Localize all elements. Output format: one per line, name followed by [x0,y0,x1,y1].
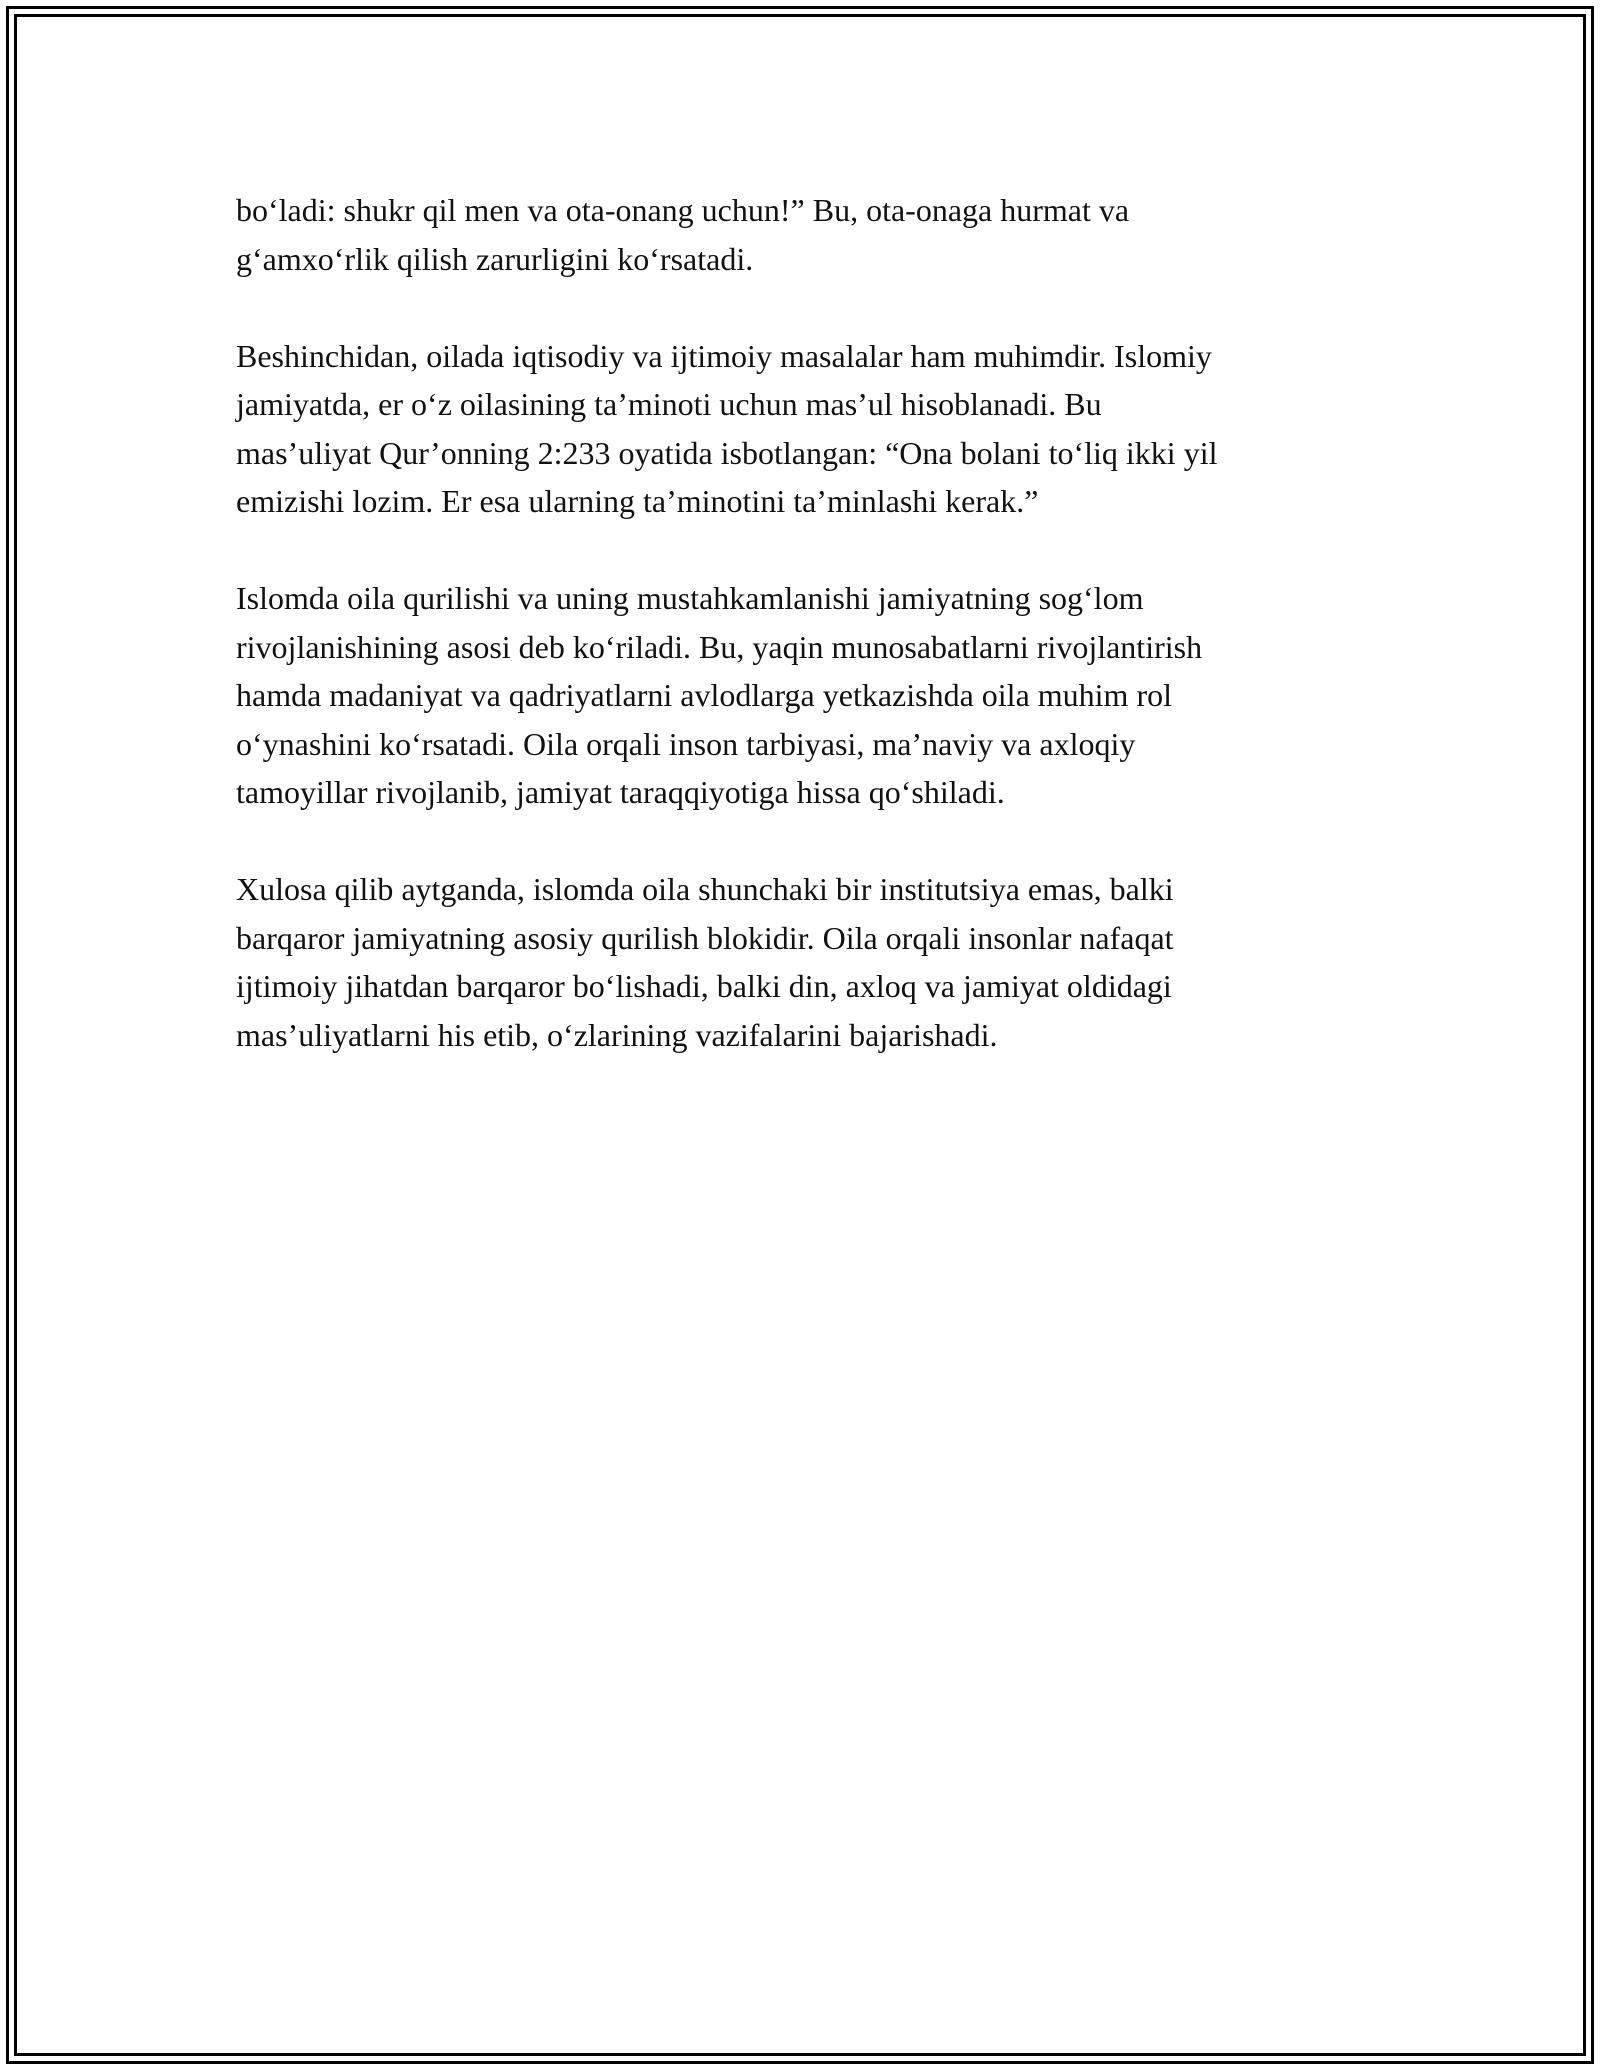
text-line: jamiyatda, er o‘z oilasining ta’minoti uchun mas’ul hisoblanadi. Bu [236,386,1102,422]
text-line: o‘ynashini ko‘rsatadi. Oila orqali inson tarbiyasi, ma’naviy va axloqiy [236,725,1136,762]
text-line: tamoyillar rivojlanib, jamiyat taraqqiyotiga hissa qo‘shiladi. [236,774,1005,810]
text-line: Beshinchidan, oilada iqtisodiy va ijtimoiy masalalar ham muhimdir. Islomiy [236,337,1212,374]
document-body [236,186,1396,1108]
text-line: mas’uliyatlarni his etib, o‘zlarining vazifalarini bajarishadi. [236,1016,998,1053]
paragraph-4 [236,865,1396,1059]
text-line: Xulosa qilib aytganda, islomda oila shunchaki bir institutsiya emas, balki [236,871,1174,907]
text-line: barqaror jamiyatning asosiy qurilish blokidir. Oila orqali insonlar nafaqat [236,919,1174,956]
text-line: g‘amxo‘rlik qilish zarurligini ko‘rsatadi. [236,240,754,277]
text-line: rivojlanishining asosi deb ko‘riladi. Bu, yaqin munosabatlarni rivojlantirish [236,628,1203,665]
text-line: bo‘ladi: shukr qil men va ota-onang uchun!” Bu, ota-onaga hurmat va [236,192,1130,228]
paragraph-2 [236,332,1396,526]
paragraph-3 [236,574,1396,817]
text-line: Islomda oila qurilishi va uning mustahkamlanishi jamiyatning sog‘lom [236,580,1144,616]
text-line: ijtimoiy jihatdan barqaror bo‘lishadi, balki din, axloq va jamiyat oldidagi [236,968,1172,1004]
text-line: emizishi lozim. Er esa ularning ta’minotini ta’minlashi kerak.” [236,483,1039,519]
text-line: hamda madaniyat va qadriyatlarni avlodlarga yetkazishda oila muhim rol [236,677,1172,713]
text-line: mas’uliyat Qur’onning 2:233 oyatida isbotlangan: “Ona bolani to‘liq ikki yil [236,434,1218,471]
paragraph-1 [236,186,1396,283]
